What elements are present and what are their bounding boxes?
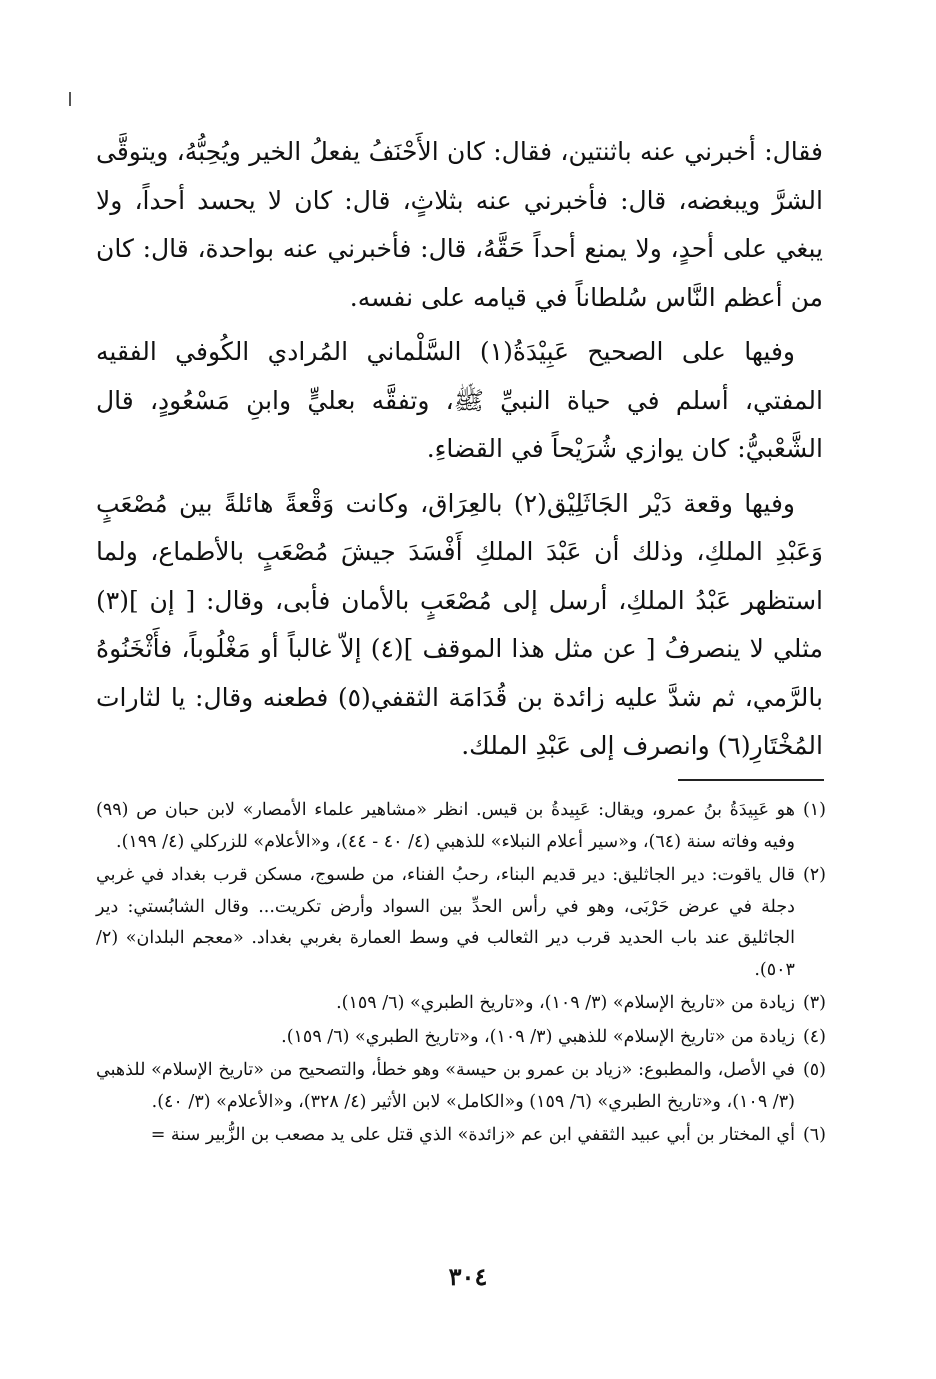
footnote-number: (٣) (802, 993, 826, 1013)
margin-mark (69, 92, 71, 106)
paragraph-3: وفيها وقعة دَيْر الجَاثَلِيْق(٢) بالعِرَاق، وكانت وَقْعةً هائلةً بين مُصْعَبٍ وَعَبْدِ الملكِ، وذلك أن عَبْدَ الملكِ أَفْسَدَ جيشَ مُصْعَبٍ بالأطماع، ولما استظهر عَبْدُ الملكِ، أرسل إلى مُصْعَبٍ بالأمان فأبى، وقال: [ إن ](٣) مثلي لا ينصرفُ [ عن مثل هذا الموقف ](٤) إلاّ غالباً أو مَغْلُوباً، فأَثْخَنُوهُ بالرَّمي، ثم شدَّ عليه زائدة بن قُدَامَة الثقفي(٥) فطعنه وقال: يا لثارات المُخْتَارِ(٦) وانصرف إلى عَبْدِ الملك. (96, 488, 823, 760)
footnote-3 (96, 988, 826, 1020)
footnotes (96, 795, 826, 1154)
footnote-text: هو عَبِيدَةُ بنُ عمرو، ويقال: عَبِيدةُ بن قيس. انظر «مشاهير علماء الأمصار» لابن حبان ص (٩٩) وفيه وفاته سنة (٦٤)، و«سير أعلام النبلاء» للذهبي (٤/ ٤٠ - ٤٤)، و«الأعلام» للزركلي (٤/ ١٩٩). (96, 800, 795, 852)
page-number: ٣٠٤ (448, 1262, 488, 1291)
footnote-number: (٥) (802, 1060, 826, 1080)
footnote-6 (96, 1120, 826, 1152)
footnote-number: (٤) (802, 1026, 826, 1047)
main-text (96, 128, 823, 777)
footnote-5 (96, 1055, 826, 1118)
footnote-number: (٢) (802, 865, 826, 885)
paragraph-1: فقال: أخبرني عنه باثنتين، فقال: كان الأَحْنَفُ يفعلُ الخير ويُحِبُّهُ، ويتوقَّى الشرَّ ويبغضه، قال: فأخبرني عنه بثلاثٍ، قال: كان لا يحسد أحداً، ولا يبغي على أحدٍ، ولا يمنع أحداً حَقَّهُ، قال: فأخبرني عنه بواحدة، قال: كان من أعظم النَّاس سُلطاناً في قيامه على نفسه. (96, 137, 823, 312)
footnote-4 (96, 1022, 826, 1054)
footnote-text: زيادة من «تاريخ الإسلام» (٣/ ١٠٩)، و«تاريخ الطبري» (٦/ ١٥٩). (336, 993, 795, 1013)
footnote-separator (678, 779, 824, 781)
footnote-2 (96, 860, 826, 986)
footnote-number: (١) (802, 800, 826, 820)
paragraph-2: وفيها على الصحيح عَبِيْدَةُ(١) السَّلْماني المُرادي الكُوفي الفقيه المفتي، أسلم في حياة النبيِّ ﷺ، وتفقَّه بعليٍّ وابنِ مَسْعُودٍ، قال الشَّعْبيُّ: كان يوازي شُرَيْحاً في القضاءِ. (96, 337, 823, 463)
footnote-text: زيادة من «تاريخ الإسلام» للذهبي (٣/ ١٠٩)، و«تاريخ الطبري» (٦/ ١٥٩). (281, 1026, 795, 1047)
footnote-text: في الأصل، والمطبوع: «زياد بن عمرو بن حيسة» وهو خطأ، والتصحيح من «تاريخ الإسلام» للذهبي (٣/ ١٠٩)، و«تاريخ الطبري» (٦/ ١٥٩) و«الكامل» لابن الأثير (٤/ ٣٢٨)، و«الأعلام» (٣/ ٤٠). (96, 1060, 795, 1112)
footnote-text: أي المختار بن أبي عبيد الثقفي ابن عم «زائدة» الذي قتل على يد مصعب بن الزُّبير سنة = (150, 1125, 795, 1145)
footnote-text: قال ياقوت: دير الجاثليق: دير قديم البناء، رحبُ الفناء، من طسوج، مسكن قرب بغداد في غربي دجلة في عرض حَرْبَى، وهو في رأس الحدِّ بين السواد وأرض تكريت... وقال الشابُستي: دير الجاثليق عند باب الحديد قرب دير الثعالب في وسط العمارة بغربي بغداد. «معجم البلدان» (٢/ ٥٠٣). (96, 865, 795, 980)
footnote-1 (96, 795, 826, 858)
footnote-number: (٦) (802, 1125, 826, 1145)
